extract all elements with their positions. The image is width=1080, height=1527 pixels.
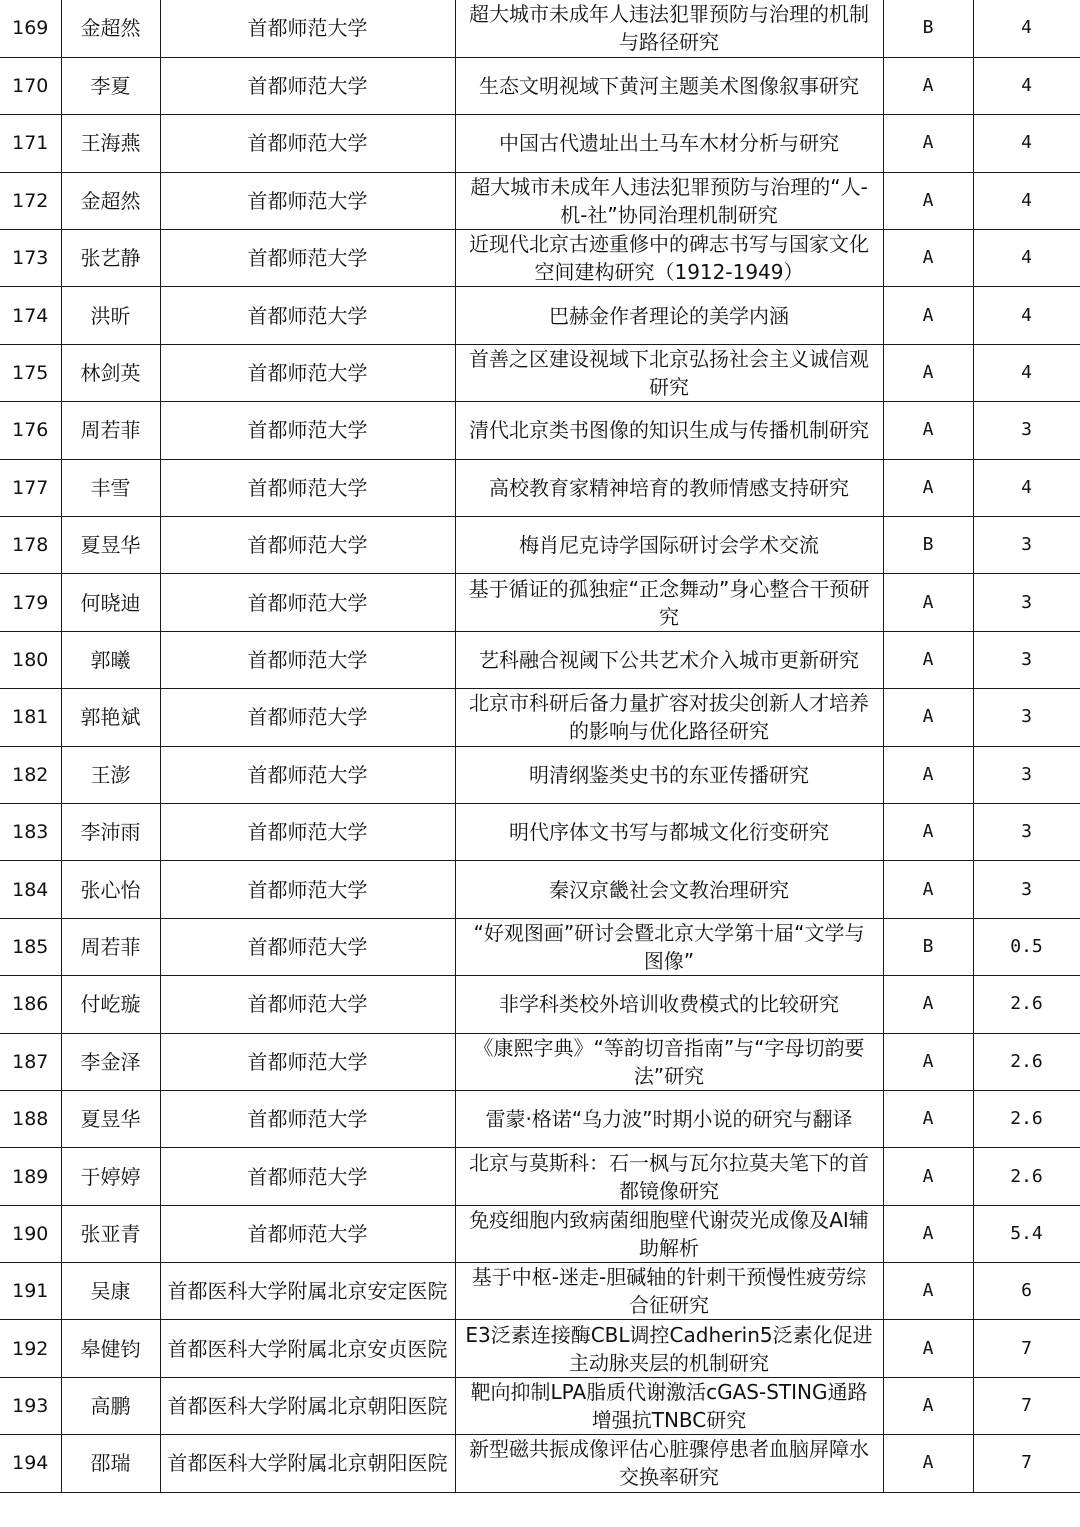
row-number: 187 xyxy=(0,1033,61,1090)
project-category: A xyxy=(883,689,973,746)
project-title: 近现代北京古迹重修中的碑志书写与国家文化空间建构研究（1912-1949） xyxy=(455,230,883,287)
funding-amount: 7 xyxy=(973,1377,1080,1434)
applicant-name: 何晓迪 xyxy=(61,574,160,631)
table-row xyxy=(0,57,1080,114)
project-category: A xyxy=(883,1148,973,1205)
project-category: A xyxy=(883,1205,973,1262)
institution-name: 首都师范大学 xyxy=(160,344,455,401)
funding-amount: 4 xyxy=(973,287,1080,344)
project-title: 艺科融合视阈下公共艺术介入城市更新研究 xyxy=(455,631,883,688)
project-title: 基于中枢-迷走-胆碱轴的针刺干预慢性疲劳综合征研究 xyxy=(455,1263,883,1320)
row-number: 190 xyxy=(0,1205,61,1262)
table-row xyxy=(0,344,1080,401)
institution-name: 首都师范大学 xyxy=(160,517,455,574)
row-number: 189 xyxy=(0,1148,61,1205)
table-row xyxy=(0,517,1080,574)
project-title: 非学科类校外培训收费模式的比较研究 xyxy=(455,976,883,1033)
project-title: 秦汉京畿社会文教治理研究 xyxy=(455,861,883,918)
funding-amount: 6 xyxy=(973,1263,1080,1320)
institution-name: 首都医科大学附属北京安定医院 xyxy=(160,1263,455,1320)
applicant-name: 张艺静 xyxy=(61,230,160,287)
funding-amount: 3 xyxy=(973,631,1080,688)
row-number: 176 xyxy=(0,402,61,459)
project-category: A xyxy=(883,976,973,1033)
institution-name: 首都师范大学 xyxy=(160,287,455,344)
funding-amount: 2.6 xyxy=(973,976,1080,1033)
row-number: 188 xyxy=(0,1090,61,1147)
project-category: A xyxy=(883,803,973,860)
funding-amount: 7 xyxy=(973,1435,1080,1492)
table-row xyxy=(0,230,1080,287)
applicant-name: 丰雪 xyxy=(61,459,160,516)
project-category: A xyxy=(883,459,973,516)
funding-amount: 4 xyxy=(973,115,1080,172)
row-number: 179 xyxy=(0,574,61,631)
row-number: 194 xyxy=(0,1435,61,1492)
project-category: A xyxy=(883,1435,973,1492)
project-title: 超大城市未成年人违法犯罪预防与治理的机制与路径研究 xyxy=(455,0,883,57)
institution-name: 首都师范大学 xyxy=(160,1090,455,1147)
project-title: 梅肖尼克诗学国际研讨会学术交流 xyxy=(455,517,883,574)
row-number: 178 xyxy=(0,517,61,574)
project-category: A xyxy=(883,344,973,401)
funding-amount: 4 xyxy=(973,0,1080,57)
project-category: A xyxy=(883,172,973,229)
row-number: 171 xyxy=(0,115,61,172)
funding-amount: 4 xyxy=(973,57,1080,114)
project-title: 高校教育家精神培育的教师情感支持研究 xyxy=(455,459,883,516)
project-category: A xyxy=(883,1263,973,1320)
table-row xyxy=(0,1090,1080,1147)
row-number: 191 xyxy=(0,1263,61,1320)
row-number: 181 xyxy=(0,689,61,746)
row-number: 169 xyxy=(0,0,61,57)
funding-amount: 4 xyxy=(973,459,1080,516)
applicant-name: 张心怡 xyxy=(61,861,160,918)
applicant-name: 皋健钧 xyxy=(61,1320,160,1377)
applicant-name: 王澎 xyxy=(61,746,160,803)
funding-amount: 0.5 xyxy=(973,918,1080,975)
institution-name: 首都师范大学 xyxy=(160,1205,455,1262)
row-number: 182 xyxy=(0,746,61,803)
institution-name: 首都师范大学 xyxy=(160,172,455,229)
applicant-name: 金超然 xyxy=(61,0,160,57)
project-title: 清代北京类书图像的知识生成与传播机制研究 xyxy=(455,402,883,459)
project-category: A xyxy=(883,746,973,803)
table-row xyxy=(0,689,1080,746)
applicant-name: 夏昱华 xyxy=(61,517,160,574)
table-row xyxy=(0,861,1080,918)
project-category: A xyxy=(883,861,973,918)
applicant-name: 郭曦 xyxy=(61,631,160,688)
project-category: A xyxy=(883,402,973,459)
project-category: A xyxy=(883,1090,973,1147)
applicant-name: 邵瑞 xyxy=(61,1435,160,1492)
institution-name: 首都医科大学附属北京朝阳医院 xyxy=(160,1435,455,1492)
applicant-name: 林剑英 xyxy=(61,344,160,401)
funding-amount: 4 xyxy=(973,344,1080,401)
institution-name: 首都师范大学 xyxy=(160,976,455,1033)
project-title: 免疫细胞内致病菌细胞壁代谢荧光成像及AI辅助解析 xyxy=(455,1205,883,1262)
institution-name: 首都师范大学 xyxy=(160,0,455,57)
project-category: B xyxy=(883,918,973,975)
project-category: A xyxy=(883,1377,973,1434)
applicant-name: 周若菲 xyxy=(61,918,160,975)
project-title: 巴赫金作者理论的美学内涵 xyxy=(455,287,883,344)
row-number: 177 xyxy=(0,459,61,516)
applicant-name: 李夏 xyxy=(61,57,160,114)
institution-name: 首都师范大学 xyxy=(160,574,455,631)
table-row xyxy=(0,803,1080,860)
applicant-name: 吴康 xyxy=(61,1263,160,1320)
funding-amount: 4 xyxy=(973,172,1080,229)
funding-amount: 3 xyxy=(973,402,1080,459)
institution-name: 首都师范大学 xyxy=(160,861,455,918)
project-title: “好观图画”研讨会暨北京大学第十届“文学与图像” xyxy=(455,918,883,975)
table-row xyxy=(0,0,1080,57)
institution-name: 首都医科大学附属北京安贞医院 xyxy=(160,1320,455,1377)
row-number: 180 xyxy=(0,631,61,688)
institution-name: 首都师范大学 xyxy=(160,631,455,688)
row-number: 192 xyxy=(0,1320,61,1377)
table-row xyxy=(0,459,1080,516)
table-row xyxy=(0,918,1080,975)
applicant-name: 高鹏 xyxy=(61,1377,160,1434)
table-row xyxy=(0,172,1080,229)
project-category: B xyxy=(883,0,973,57)
funding-amount: 3 xyxy=(973,517,1080,574)
table-row xyxy=(0,287,1080,344)
applicant-name: 王海燕 xyxy=(61,115,160,172)
project-title: 北京市科研后备力量扩容对拔尖创新人才培养的影响与优化路径研究 xyxy=(455,689,883,746)
funding-amount: 5.4 xyxy=(973,1205,1080,1262)
funding-amount: 3 xyxy=(973,803,1080,860)
funding-amount: 7 xyxy=(973,1320,1080,1377)
row-number: 172 xyxy=(0,172,61,229)
table-row xyxy=(0,1148,1080,1205)
project-title: 基于循证的孤独症“正念舞动”身心整合干预研究 xyxy=(455,574,883,631)
project-category: A xyxy=(883,57,973,114)
table-row xyxy=(0,746,1080,803)
project-title: 新型磁共振成像评估心脏骤停患者血脑屏障水交换率研究 xyxy=(455,1435,883,1492)
table-row xyxy=(0,1377,1080,1434)
project-title: 中国古代遗址出土马车木材分析与研究 xyxy=(455,115,883,172)
project-category: A xyxy=(883,230,973,287)
institution-name: 首都师范大学 xyxy=(160,459,455,516)
applicant-name: 洪昕 xyxy=(61,287,160,344)
project-title: 首善之区建设视域下北京弘扬社会主义诚信观研究 xyxy=(455,344,883,401)
institution-name: 首都师范大学 xyxy=(160,115,455,172)
table-row xyxy=(0,976,1080,1033)
project-title: 明清纲鉴类史书的东亚传播研究 xyxy=(455,746,883,803)
table-row xyxy=(0,402,1080,459)
funding-amount: 3 xyxy=(973,746,1080,803)
table-row xyxy=(0,1435,1080,1492)
funding-amount: 3 xyxy=(973,574,1080,631)
institution-name: 首都师范大学 xyxy=(160,803,455,860)
funding-amount: 2.6 xyxy=(973,1148,1080,1205)
table-row xyxy=(0,1033,1080,1090)
funding-amount: 2.6 xyxy=(973,1033,1080,1090)
table-row xyxy=(0,1263,1080,1320)
row-number: 184 xyxy=(0,861,61,918)
funding-amount: 4 xyxy=(973,230,1080,287)
project-title: 生态文明视域下黄河主题美术图像叙事研究 xyxy=(455,57,883,114)
institution-name: 首都师范大学 xyxy=(160,746,455,803)
row-number: 175 xyxy=(0,344,61,401)
applicant-name: 李沛雨 xyxy=(61,803,160,860)
institution-name: 首都师范大学 xyxy=(160,689,455,746)
row-number: 193 xyxy=(0,1377,61,1434)
row-number: 185 xyxy=(0,918,61,975)
applicant-name: 金超然 xyxy=(61,172,160,229)
project-category: A xyxy=(883,287,973,344)
project-title: 北京与莫斯科：石一枫与瓦尔拉莫夫笔下的首都镜像研究 xyxy=(455,1148,883,1205)
applicant-name: 李金泽 xyxy=(61,1033,160,1090)
project-title: E3泛素连接酶CBL调控Cadherin5泛素化促进主动脉夹层的机制研究 xyxy=(455,1320,883,1377)
row-number: 173 xyxy=(0,230,61,287)
project-title: 超大城市未成年人违法犯罪预防与治理的“人-机-社”协同治理机制研究 xyxy=(455,172,883,229)
row-number: 170 xyxy=(0,57,61,114)
table-row xyxy=(0,631,1080,688)
table-row xyxy=(0,1205,1080,1262)
project-category: A xyxy=(883,1033,973,1090)
project-title: 《康熙字典》“等韵切音指南”与“字母切韵要法”研究 xyxy=(455,1033,883,1090)
project-category: A xyxy=(883,115,973,172)
applicant-name: 于婷婷 xyxy=(61,1148,160,1205)
institution-name: 首都师范大学 xyxy=(160,230,455,287)
project-title: 雷蒙·格诺“乌力波”时期小说的研究与翻译 xyxy=(455,1090,883,1147)
project-category: A xyxy=(883,574,973,631)
applicant-name: 张亚青 xyxy=(61,1205,160,1262)
institution-name: 首都师范大学 xyxy=(160,1033,455,1090)
institution-name: 首都医科大学附属北京朝阳医院 xyxy=(160,1377,455,1434)
institution-name: 首都师范大学 xyxy=(160,918,455,975)
funding-amount: 3 xyxy=(973,689,1080,746)
applicant-name: 夏昱华 xyxy=(61,1090,160,1147)
project-title: 靶向抑制LPA脂质代谢激活cGAS-STING通路增强抗TNBC研究 xyxy=(455,1377,883,1434)
project-title: 明代序体文书写与都城文化衍变研究 xyxy=(455,803,883,860)
table-row xyxy=(0,574,1080,631)
table-row xyxy=(0,1320,1080,1377)
funding-amount: 2.6 xyxy=(973,1090,1080,1147)
applicant-name: 周若菲 xyxy=(61,402,160,459)
project-category: B xyxy=(883,517,973,574)
row-number: 174 xyxy=(0,287,61,344)
table-row xyxy=(0,115,1080,172)
institution-name: 首都师范大学 xyxy=(160,402,455,459)
project-category: A xyxy=(883,631,973,688)
institution-name: 首都师范大学 xyxy=(160,57,455,114)
applicant-name: 郭艳斌 xyxy=(61,689,160,746)
applicant-name: 付屹璇 xyxy=(61,976,160,1033)
institution-name: 首都师范大学 xyxy=(160,1148,455,1205)
row-number: 186 xyxy=(0,976,61,1033)
row-number: 183 xyxy=(0,803,61,860)
funding-amount: 3 xyxy=(973,861,1080,918)
project-category: A xyxy=(883,1320,973,1377)
